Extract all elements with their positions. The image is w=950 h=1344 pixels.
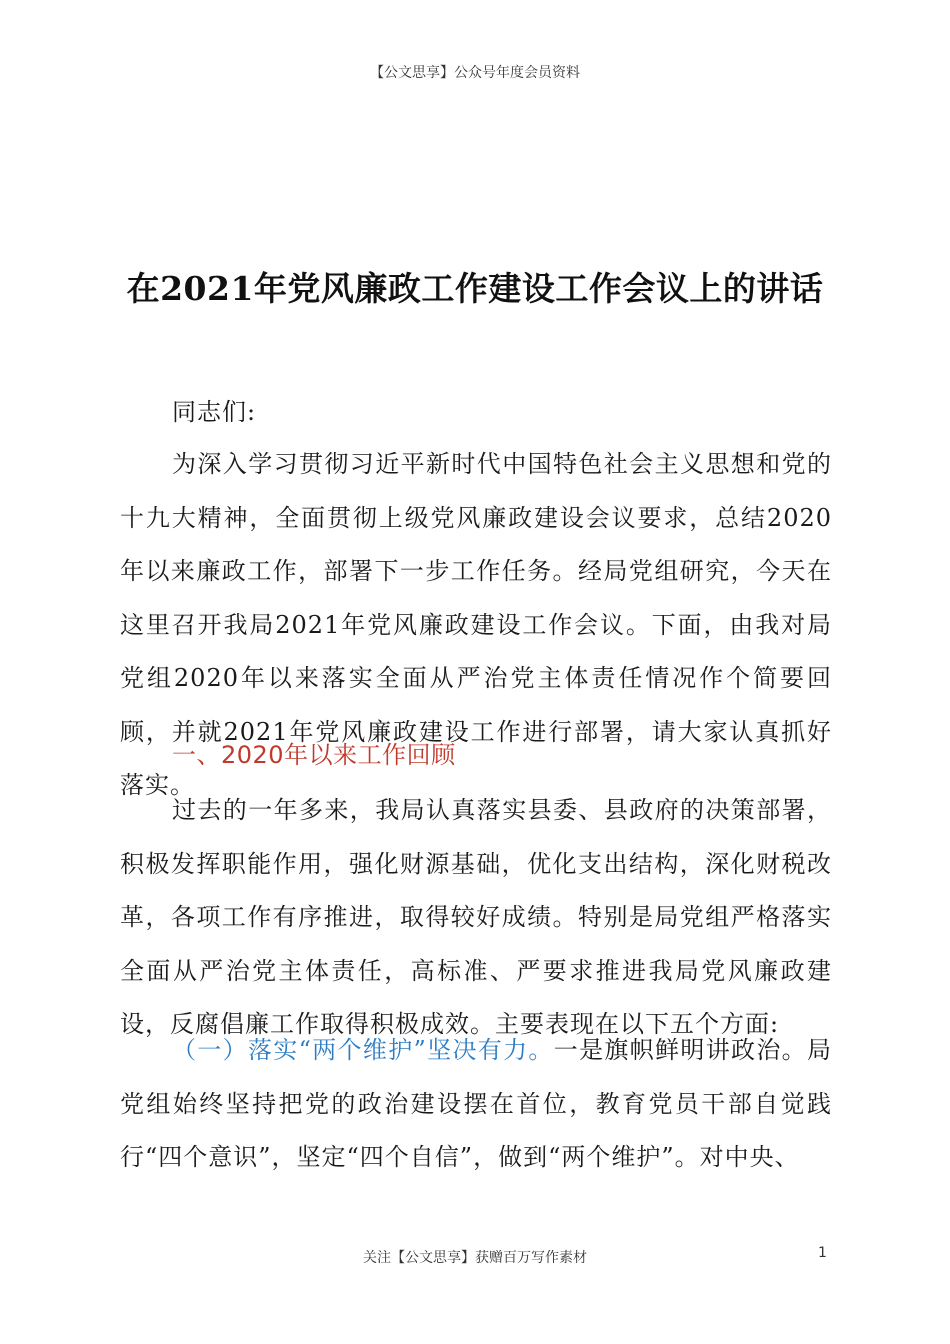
subsection-heading: （一）落实“两个维护”坚决有力。: [172, 1036, 554, 1064]
document-title: 在2021年党风廉政工作建设工作会议上的讲话: [126, 269, 824, 308]
paragraph-intro: 为深入学习贯彻习近平新时代中国特色社会主义思想和党的十九大精神，全面贯彻上级党风廉政建设会议要求，总结2020年以来廉政工作，部署下一步工作任务。经局党组研究，今天在这里召开我局2021年党风廉政建设工作会议。下面，由我对局党组2020年以来落实全面从严治党主体责任情况作个简要回顾，并就2021年党风廉政建设工作进行部署，请大家认真抓好落实。: [120, 450, 832, 799]
subsection-body: 一是旗帜鲜明讲政治。局党组始终坚持把党的政治建设摆在首位，教育党员干部自觉践行“四个意识”，坚定“四个自信”，做到“两个维护”。对中央、: [120, 1036, 833, 1171]
page-header: 【公文思享】公众号年度会员资料: [370, 65, 580, 81]
page-number: 1: [818, 1245, 827, 1261]
paragraph-review: 过去的一年多来，我局认真落实县委、县政府的决策部署，积极发挥职能作用，强化财源基础，优化支出结构，深化财税改革，各项工作有序推进，取得较好成绩。特别是局党组严格落实全面从严治党主体责任，高标准、严要求推进我局党风廉政建设，反腐倡廉工作取得积极成效。主要表现在以下五个方面:: [120, 796, 832, 1038]
section-heading: 一、2020年以来工作回顾: [172, 741, 456, 769]
paragraph-subsection: [120, 1024, 832, 1185]
salutation: 同志们:: [172, 398, 257, 426]
page-footer: 关注【公文思享】获赠百万写作素材: [363, 1250, 587, 1266]
